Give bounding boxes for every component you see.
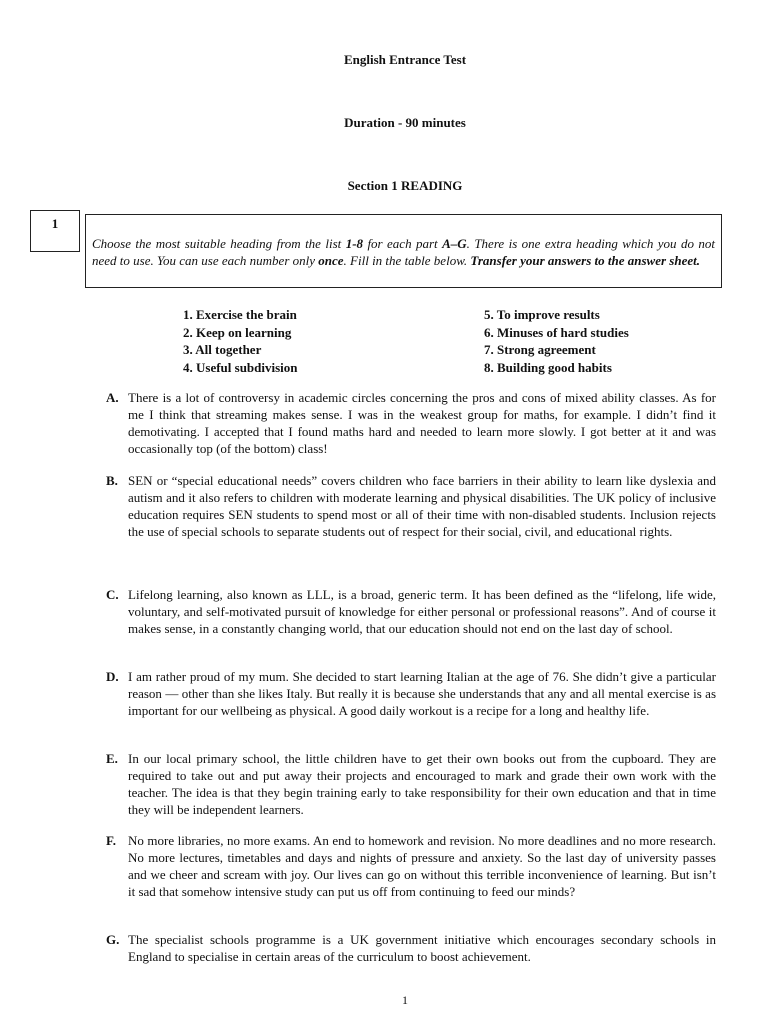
part-letter: A.: [106, 390, 119, 405]
part-text: The specialist schools programme is a UK government initiative which encourages secondary schools in England to specialise in certain areas of the curriculum to boost achievement.: [128, 932, 716, 964]
reading-part-e: [106, 750, 716, 818]
part-letter: F.: [106, 833, 116, 848]
heading-item: 3. All together: [183, 342, 262, 357]
instruction-parts: A–G: [442, 236, 467, 251]
reading-part-b: [106, 472, 716, 540]
section-heading: Section 1 READING: [347, 178, 463, 193]
headings-list-right: [484, 306, 629, 376]
instruction-text-4: . Fill in the table below.: [343, 253, 471, 268]
task-number: 1: [51, 216, 59, 231]
reading-part-g: [106, 931, 716, 965]
instruction-text-2: for each part: [363, 236, 443, 251]
part-letter: E.: [106, 751, 118, 766]
part-text: I am rather proud of my mum. She decided to start learning Italian at the age of 76. She didn’t give a particular reason — other than she likes Italy. But really it is because she understands that any and all mental exercise is as important for our wellbeing as physical. A good daily workout is a recipe for a long and healthy life.: [128, 669, 716, 718]
instruction-box: [85, 214, 722, 288]
reading-part-c: [106, 586, 716, 637]
part-text: In our local primary school, the little children have to get their own books out from the cupboard. They are required to take out and put away their projects and encouraged to mark and grade their own work with the teacher. The idea is that they begin training early to take responsibility for their own education and that in time they will be independent learners.: [128, 751, 716, 817]
part-letter: G.: [106, 932, 120, 947]
task-number-box: [30, 210, 80, 252]
part-letter: C.: [106, 587, 119, 602]
part-letter: B.: [106, 473, 118, 488]
instruction-text-1: Choose the most suitable heading from the list: [92, 236, 346, 251]
headings-list-left: [183, 306, 298, 376]
part-text: No more libraries, no more exams. An end to homework and revision. No more deadlines and no more research. No more lectures, timetables and days and nights of pressure and anxiety. So the last day of university passes and we cheer and scream with joy. Our lives can go on without this terrible inconvenience of learning. But isn’t it sad that somehow intensive study can put us off from continuing to feed our minds?: [128, 833, 716, 899]
part-text: There is a lot of controversy in academic circles concerning the pros and cons of mixed ability classes. As for me I think that streaming makes sense. I was in the weakest group for maths, for example. I didn’t find it demotivating. I accepted that I found maths hard and needed to learn more slowly. I got better at it and was occasionally top (of the bottom) class!: [128, 390, 716, 456]
document-title: English Entrance Test: [343, 52, 467, 67]
reading-part-f: [106, 832, 716, 900]
part-text: SEN or “special educational needs” covers children who face barriers in their ability to learn like dyslexia and autism and it also refers to children with moderate learning and physical disabilities. The UK policy of inclusive education requires SEN students to spend most or all of their time with non-disabled students. Inclusion rejects the use of special schools to separate students out of respect for their social, civil, and educational rights.: [128, 473, 716, 539]
instruction-transfer: Transfer your answers to the answer sheet.: [470, 253, 700, 268]
reading-part-d: [106, 668, 716, 719]
part-letter: D.: [106, 669, 119, 684]
heading-item: 6. Minuses of hard studies: [484, 324, 629, 340]
instruction-range: 1-8: [345, 236, 364, 251]
heading-item: 1. Exercise the brain: [183, 307, 297, 322]
heading-item: 2. Keep on learning: [183, 324, 292, 340]
instruction-once: once: [318, 253, 344, 268]
duration-line: Duration - 90 minutes: [344, 115, 466, 130]
instruction-text-3: . There is one extra heading which you do not need to use. You can use each number only: [92, 236, 715, 268]
heading-item: 5. To improve results: [484, 307, 600, 322]
part-text: Lifelong learning, also known as LLL, is a broad, generic term. It has been defined as the “lifelong, life wide, voluntary, and self-motivated pursuit of knowledge for either personal or professional reasons”. And of course it makes sense, in a constantly changing world, that our education should not end on the last day of school.: [128, 587, 716, 636]
heading-item: 7. Strong agreement: [484, 342, 596, 357]
page-number: 1: [402, 993, 408, 1007]
reading-part-a: [106, 389, 716, 457]
heading-item: 4. Useful subdivision: [183, 359, 298, 375]
heading-item: 8. Building good habits: [484, 359, 612, 375]
